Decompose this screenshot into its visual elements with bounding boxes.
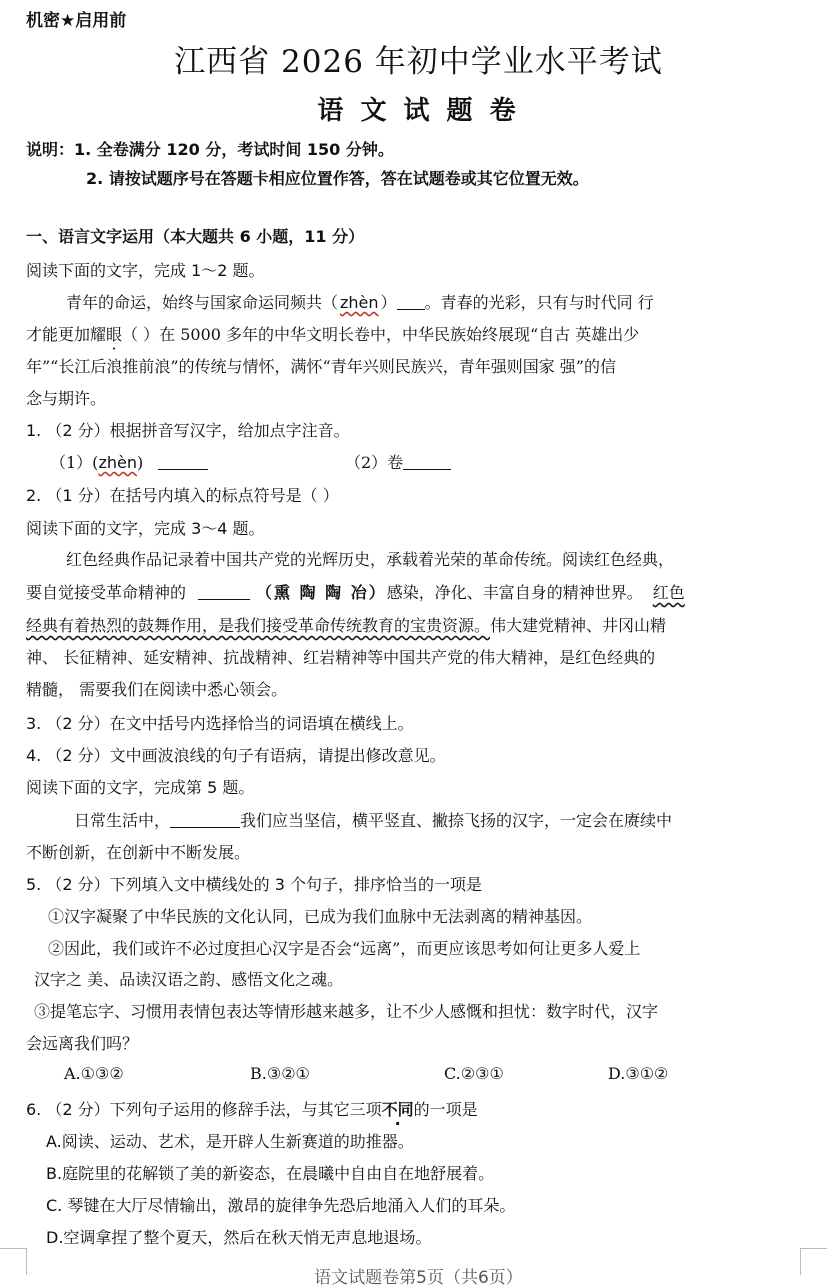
pinyin-zhen: zhèn: [340, 293, 379, 312]
section-heading: 一、语言文字运用（本大题共 6 小题，11 分）: [26, 227, 365, 246]
q6-option-a[interactable]: A.阅读、运动、艺术，是开辟人生新赛道的助推器。: [46, 1132, 414, 1151]
answer-blank-4[interactable]: [170, 811, 240, 828]
wavy-sentence-start: 红色: [652, 583, 685, 602]
q6-text: 6. （2 分）下列句子运用的修辞手法，与其它三项: [26, 1100, 382, 1119]
question-3: 3. （2 分）在文中括号内选择恰当的词语填在横线上。: [26, 714, 414, 733]
answer-blank-3[interactable]: [198, 583, 250, 600]
option-d[interactable]: D.③①②: [608, 1064, 669, 1083]
sentence-2: ②因此，我们或许不必过度担心汉字是否会“远离”，而更应该思考如何让更多人爱上: [48, 939, 641, 958]
passage1-text: 才能更加耀: [26, 325, 107, 344]
passage1-text: ）: [380, 293, 397, 312]
passage3-text: 日常生活中，: [74, 811, 171, 830]
sentence-3-cont: 会远离我们吗？: [26, 1034, 139, 1053]
q6-option-c[interactable]: C. 琴键在大厅尽情输出，激昂的旋律争先恐后地涌入人们的耳朵。: [46, 1196, 516, 1215]
reading-intro-5: 阅读下面的文字，完成第 5 题。: [26, 778, 255, 797]
sub1-label: （1）(: [50, 453, 99, 472]
note-line-1: 说明：1. 全卷满分 120 分，考试时间 150 分钟。: [26, 140, 394, 159]
passage1-text: 。青春的光彩，只有与时代同 行: [424, 293, 654, 312]
passage2-line2: [26, 580, 685, 603]
passage1-line1: [66, 290, 654, 313]
passage3-line1: [74, 808, 672, 831]
passage2-line5: 精髓， 需要我们在阅读中悉心领会。: [26, 680, 288, 699]
question-5: 5. （2 分）下列填入文中横线处的 3 个句子，排序恰当的一项是: [26, 875, 482, 894]
answer-blank: [397, 293, 425, 310]
answer-blank-2[interactable]: [403, 453, 451, 470]
option-a[interactable]: A.①③②: [64, 1064, 124, 1083]
question-4: 4. （2 分）文中画波浪线的句子有语病，请提出修改意见。: [26, 746, 446, 765]
sub1-close: ): [136, 453, 144, 472]
sentence-3: ③提笔忘字、习惯用表情包表达等情形越来越多，让不少人感慨和担忧：数字时代，汉字: [34, 1002, 659, 1021]
passage2-line3: [26, 613, 666, 636]
question-1-sub1: [50, 450, 208, 473]
option-b[interactable]: B.③②①: [250, 1064, 310, 1083]
reading-intro-1-2: 阅读下面的文字，完成 1～2 题。: [26, 261, 265, 280]
paper-subtitle: 语 文 试 题 卷: [317, 96, 520, 126]
passage1-text: （ ）在 5000 多年的中华文明长卷中，中华民族始终展现“自古 英雄出少: [122, 325, 640, 344]
passage1-line2: [26, 322, 639, 345]
note-line-2: 2. 请按试题序号在答题卡相应位置作答，答在试题卷或其它位置无效。: [86, 169, 589, 188]
passage1-text: 青年的命运，始终与国家命运同频共（: [66, 293, 339, 312]
q6-text-end: 的一项是: [413, 1100, 478, 1119]
question-6: [26, 1097, 478, 1120]
passage1-line4: 念与期许。: [26, 389, 107, 408]
pinyin-zhen-sub: zhèn: [98, 453, 137, 472]
passage1-line3: 年”“长江后浪推前浪”的传统与情怀，满怀“青年兴则民族兴，青年强则国家 强”的信: [26, 357, 616, 376]
dotted-char-yao: 眼: [106, 325, 123, 344]
passage2-text: 要自觉接受革命精神的: [26, 583, 187, 602]
q6-emphasis: 不同: [381, 1100, 414, 1119]
word-choice: （熏 陶 陶 冶）: [256, 583, 387, 602]
option-c[interactable]: C.②③①: [444, 1064, 504, 1083]
question-1: 1. （2 分）根据拼音写汉字，给加点字注音。: [26, 421, 350, 440]
answer-blank-1[interactable]: [158, 453, 208, 470]
wavy-sentence: 经典有着热烈的鼓舞作用，是我们接受革命传统教育的宝贵资源。: [26, 616, 491, 635]
page-footer: 语文试题卷第5页（共6页）: [314, 1268, 523, 1288]
question-1-sub2: [345, 450, 451, 473]
question-2: 2. （1 分）在括号内填入的标点符号是（ ）: [26, 486, 339, 505]
q6-option-d[interactable]: D.空调拿捏了整个夏天，然后在秋天悄无声息地退场。: [46, 1228, 432, 1247]
passage2-text: 伟大建党精神、井冈山精: [490, 616, 667, 635]
passage2-line4: 神、 长征精神、延安精神、抗战精神、红岩精神等中国共产党的伟大精神，是红色经典的: [26, 648, 656, 667]
confidential-mark: 机密★启用前: [26, 11, 127, 31]
reading-intro-3-4: 阅读下面的文字，完成 3～4 题。: [26, 519, 265, 538]
passage2-text: 感染，净化、丰富自身的精神世界。: [386, 583, 643, 602]
passage3-line2: 不断创新，在创新中不断发展。: [26, 843, 251, 862]
q6-option-b[interactable]: B.庭院里的花解锁了美的新姿态，在晨曦中自由自在地舒展着。: [46, 1164, 495, 1183]
sub2-label: （2）卷: [345, 453, 404, 472]
exam-title: 江西省 2026 年初中学业水平考试: [174, 44, 663, 80]
sentence-2-cont: 汉字之 美、品读汉语之韵、感悟文化之魂。: [34, 970, 344, 989]
passage2-line1: 红色经典作品记录着中国共产党的光辉历史，承载着光荣的革命传统。阅读红色经典，: [66, 550, 675, 569]
sentence-1: ①汉字凝聚了中华民族的文化认同，已成为我们血脉中无法剥离的精神基因。: [48, 907, 593, 926]
passage3-text: 我们应当坚信，横平竖直、撇捺飞扬的汉字，一定会在赓续中: [240, 811, 673, 830]
